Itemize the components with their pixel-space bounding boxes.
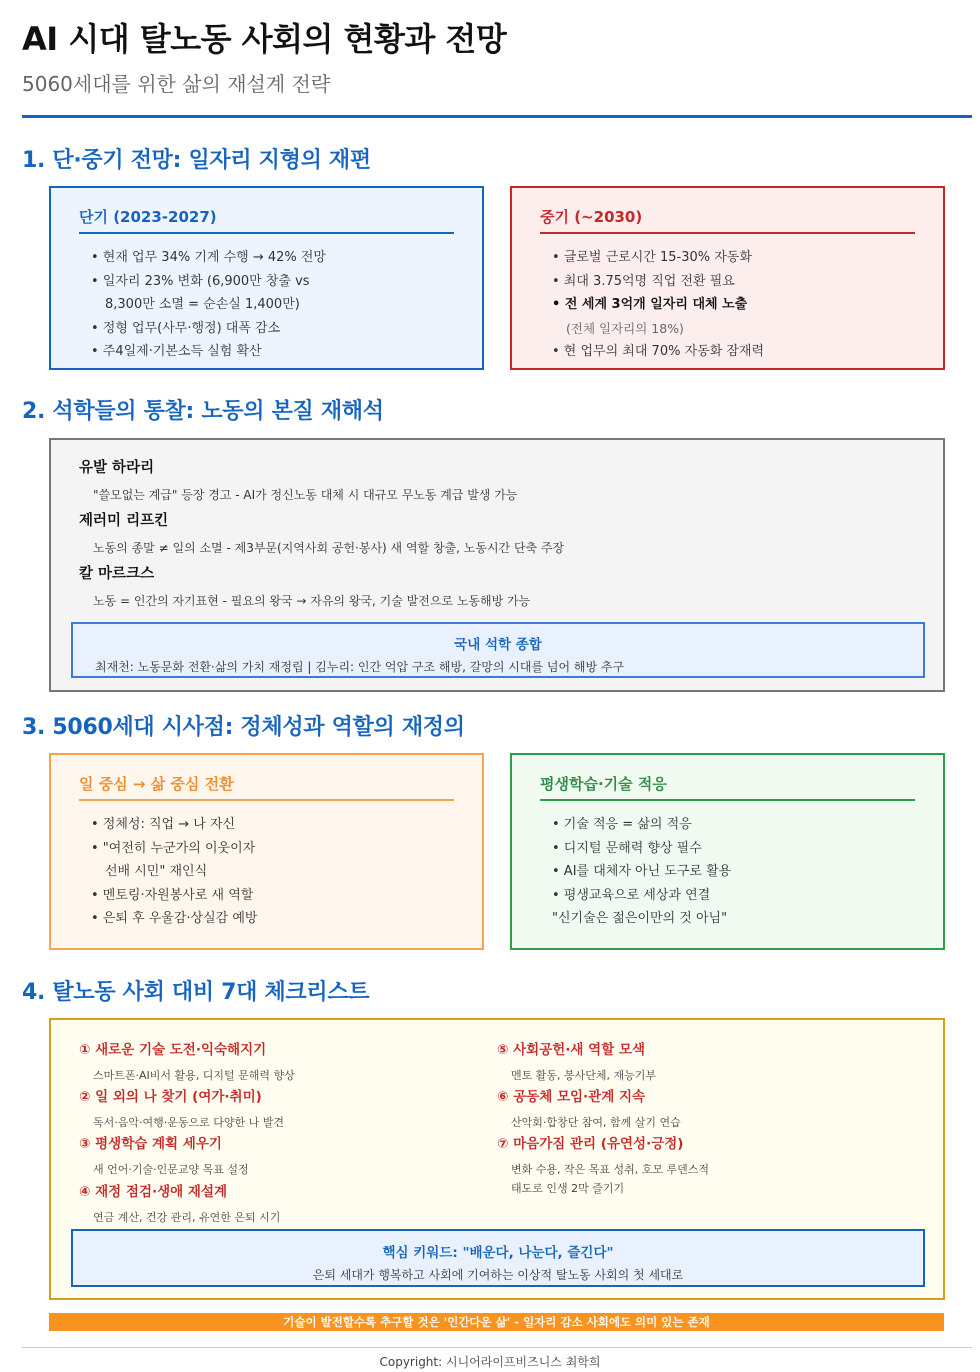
- checklist-title: ② 일 외의 나 찾기 (여가·취미): [79, 1089, 262, 1105]
- copyright-footer: Copyright: 시니어라이프비즈니스 최학희: [379, 1355, 601, 1369]
- list-item: • 현 업무의 최대 70% 자동화 잠재력: [552, 344, 765, 359]
- checklist-item-6: [497, 1085, 681, 1130]
- page-title: AI 시대 탈노동 사회의 현황과 전망: [22, 20, 507, 58]
- checklist-desc: 연금 계산, 건강 관리, 유연한 은퇴 시기: [93, 1211, 281, 1224]
- scholar-name: 유발 하라리: [79, 460, 155, 476]
- checklist-title: ③ 평생학습 계획 세우기: [79, 1136, 222, 1152]
- scholar-harari: [79, 456, 517, 503]
- learning-box: [510, 753, 945, 950]
- checklist-item-5: [497, 1038, 656, 1083]
- mid-term-heading: 중기 (~2030): [540, 208, 643, 226]
- checklist-title: ⑤ 사회공헌·새 역할 모색: [497, 1042, 646, 1058]
- scholar-desc: "쓸모없는 계급" 등장 경고 - AI가 정신노동 대체 시 대규모 무노동 계급 발생 가능: [93, 488, 518, 502]
- list-item: • 최대 3.75억명 직업 전환 필요: [552, 273, 735, 289]
- scholars-box: [49, 438, 945, 692]
- footer-divider: [22, 1347, 972, 1348]
- learning-rule: [540, 799, 915, 801]
- life-shift-list: [91, 813, 462, 931]
- domestic-text: 최재천: 노동문화 전환·삶의 가치 재정립 | 김누리: 인간 억압 구조 해방, 갈망의 시대를 넘어 해방 추구: [95, 660, 625, 674]
- checklist-item-7-continued: 태도로 인생 2막 즐기기: [511, 1182, 625, 1195]
- life-shift-heading: 일 중심 → 삶 중심 전환: [79, 775, 234, 793]
- list-item: • 평생교육으로 세상과 연결: [552, 887, 711, 903]
- list-item: 선배 시민" 재인식: [105, 864, 208, 879]
- list-item: • 일자리 23% 변화 (6,900만 창출 vs: [91, 273, 310, 289]
- checklist-item-1: [79, 1038, 295, 1083]
- checklist-desc: 멘토 활동, 봉사단체, 재능기부: [511, 1069, 656, 1082]
- domestic-heading: 국내 석학 종합: [454, 637, 542, 653]
- bottom-banner: 기술이 발전할수록 추구할 것은 '인간다운 삶' - 일자리 감소 사회에도 의미 있는 존재: [49, 1313, 944, 1331]
- checklist-desc: 새 언어·기술·인문교양 목표 설정: [93, 1163, 249, 1176]
- short-term-rule: [79, 232, 454, 234]
- domestic-scholars-box: [71, 622, 925, 678]
- checklist-box: [49, 1018, 945, 1300]
- scholar-name: 제러미 리프킨: [79, 513, 169, 529]
- section-2-title: 2. 석학들의 통찰: 노동의 본질 재해석: [22, 399, 384, 424]
- section-3-title: 3. 5060세대 시사점: 정체성과 역할의 재정의: [22, 715, 465, 740]
- list-item: • 멘토링·자원봉사로 새 역할: [91, 887, 254, 903]
- checklist-item-3: [79, 1132, 249, 1177]
- list-item: 8,300만 소멸 = 순손실 1,400만): [105, 297, 300, 312]
- keyword-text: 은퇴 세대가 행복하고 사회에 기여하는 이상적 탈노동 사회의 첫 세대로: [312, 1268, 684, 1282]
- checklist-title: ① 새로운 기술 도전·익숙해지기: [79, 1042, 267, 1058]
- list-item: (전체 일자리의 18%): [566, 320, 684, 336]
- checklist-desc: 산악회·합창단 참여, 함께 살기 연습: [511, 1116, 681, 1129]
- checklist-item-2: [79, 1085, 284, 1130]
- list-item: • 전 세계 3억개 일자리 대체 노출: [552, 297, 748, 312]
- learning-heading: 평생학습·기술 적응: [540, 775, 667, 793]
- list-item: • 기술 적응 = 삶의 적응: [552, 817, 692, 832]
- life-shift-rule: [79, 799, 454, 801]
- checklist-item-7: [497, 1132, 709, 1177]
- learning-list: [552, 813, 923, 931]
- checklist-desc: 독서·음악·여행·운동으로 다양한 나 발견: [93, 1116, 284, 1129]
- checklist-title: ④ 재정 점검·생애 재설계: [79, 1184, 228, 1200]
- title-divider: [22, 115, 972, 118]
- checklist-title: ⑦ 마음가짐 관리 (유연성·긍정): [497, 1136, 684, 1152]
- scholar-desc: 노동의 종말 ≠ 일의 소멸 - 제3부문(지역사회 공헌·봉사) 새 역할 창출, 노동시간 단축 주장: [93, 541, 565, 555]
- short-term-heading: 단기 (2023-2027): [79, 208, 217, 226]
- checklist-desc: 스마트폰·AI비서 활용, 디지털 문해력 향상: [93, 1069, 295, 1082]
- scholar-marx: [79, 562, 530, 609]
- checklist-desc: 변화 수용, 작은 목표 성취, 호모 루덴스적: [511, 1163, 709, 1176]
- mid-term-box: [510, 186, 945, 370]
- scholar-rifkin: [79, 509, 564, 556]
- checklist-item-4: [79, 1180, 280, 1225]
- list-item: "신기술은 젊은이만의 것 아님": [552, 911, 728, 926]
- scholar-name: 칼 마르크스: [79, 566, 155, 582]
- list-item: • 정형 업무(사무·행정) 대폭 감소: [91, 320, 281, 336]
- mid-term-list: [552, 246, 923, 364]
- life-shift-box: [49, 753, 484, 950]
- list-item: • 디지털 문해력 향상 필수: [552, 840, 702, 856]
- page-subtitle: 5060세대를 위한 삶의 재설계 전략: [22, 72, 331, 96]
- keyword-box: [71, 1229, 925, 1287]
- list-item: • "여전히 누군가의 이웃이자: [91, 840, 256, 856]
- mid-term-rule: [540, 232, 915, 234]
- list-item: • 정체성: 직업 → 나 자신: [91, 817, 236, 832]
- short-term-box: [49, 186, 484, 370]
- list-item: • 주4일제·기본소득 실험 확산: [91, 344, 262, 359]
- checklist-title: ⑥ 공동체 모임·관계 지속: [497, 1089, 646, 1105]
- list-item: • 은퇴 후 우울감·상실감 예방: [91, 911, 258, 926]
- scholar-desc: 노동 = 인간의 자기표현 - 필요의 왕국 → 자유의 왕국, 기술 발전으로 노동해방 가능: [93, 594, 531, 608]
- section-1-title: 1. 단·중기 전망: 일자리 지형의 재편: [22, 148, 371, 173]
- short-term-list: [91, 246, 462, 364]
- list-item: • 글로벌 근로시간 15-30% 자동화: [552, 250, 752, 265]
- section-4-title: 4. 탈노동 사회 대비 7대 체크리스트: [22, 980, 370, 1005]
- list-item: • 현재 업무 34% 기계 수행 → 42% 전망: [91, 250, 326, 265]
- list-item: • AI를 대체자 아닌 도구로 활용: [552, 864, 732, 879]
- keyword-heading: 핵심 키워드: "배운다, 나눈다, 즐긴다": [382, 1245, 614, 1261]
